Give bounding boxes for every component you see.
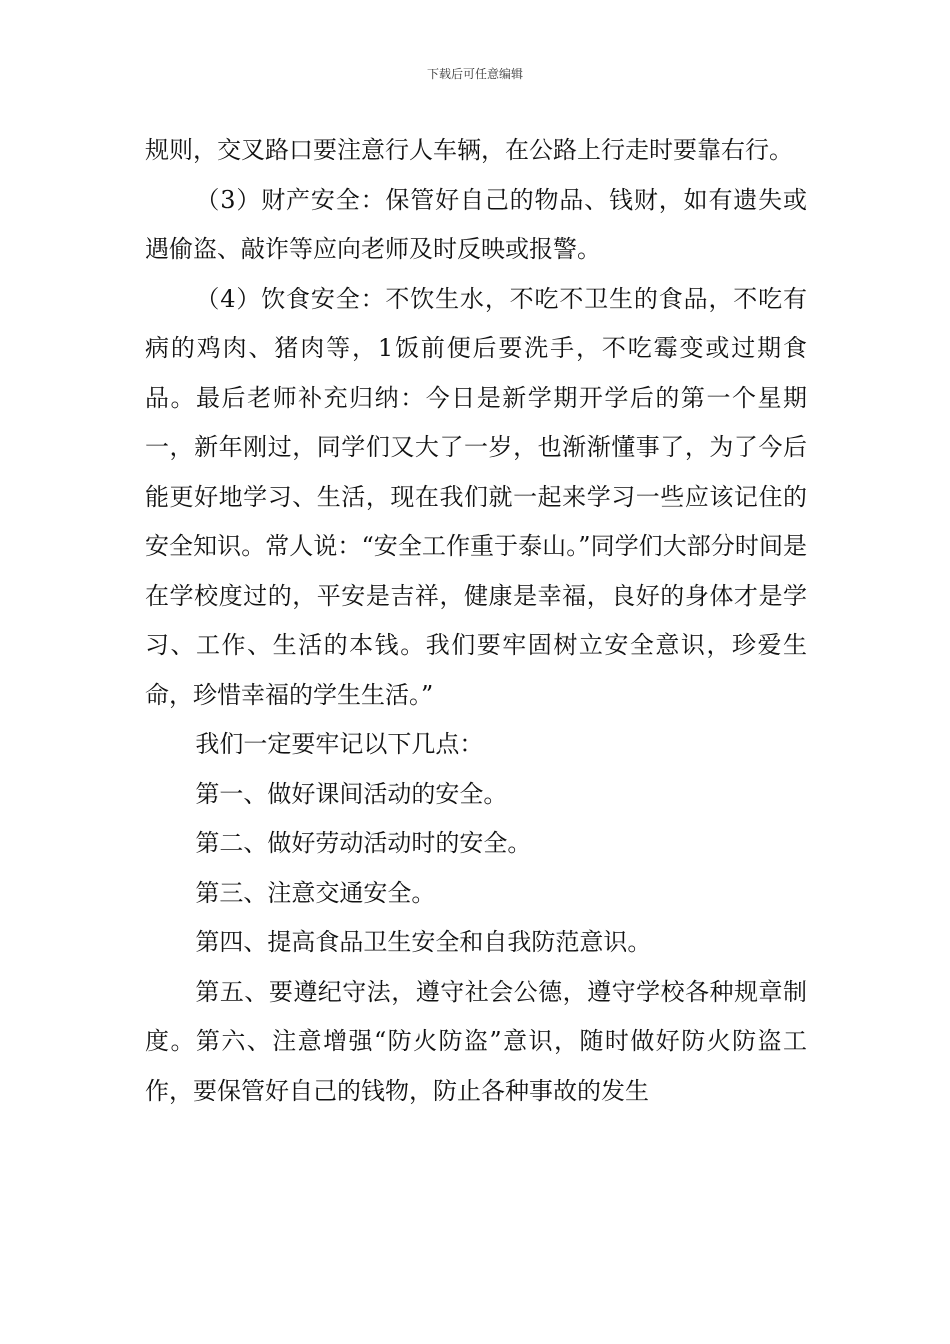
paragraph-property-safety: （3）财产安全：保管好自己的物品、钱财，如有遗失或遇偷盗、敲诈等应向老师及时反映或报警。 bbox=[145, 185, 807, 263]
paragraph-point-four: 第四、提高食品卫生安全和自我防范意识。 bbox=[195, 928, 652, 956]
paragraph-food-safety: （4）饮食安全：不饮生水，不吃不卫生的食品，不吃有病的鸡肉、猪肉等，1饭前便后要洗手，不吃霉变或过期食品。最后老师补充归纳：今日是新学期开学后的第一个星期一，新年刚过，同学们又大了一岁，也渐渐懂事了，为了今后能更好地学习、生活，现在我们就一起来学习一些应该记住的安全知识。常人说：“安全工作重于泰山。”同学们大部分时间是在学校度过的，平安是吉祥，健康是幸福，良好的身体才是学习、工作、生活的本钱。我们要牢固树立安全意识，珍爱生命，珍惜幸福的学生生活。” bbox=[145, 284, 807, 709]
paragraph-point-one: 第一、做好课间活动的安全。 bbox=[195, 779, 508, 808]
document-body bbox=[145, 126, 807, 1116]
paragraph-traffic-rule-continued: 规则，交叉路口要注意行人车辆，在公路上行走时要靠右行。 bbox=[145, 136, 793, 164]
page-header-note: 下载后可任意编辑 bbox=[426, 67, 523, 81]
paragraph-point-five-six: 第五、要遵纪守法，遵守社会公德，遵守学校各种规章制度。第六、注意增强“防火防盗”意识，随时做好防火防盗工作，要保管好自己的钱物，防止各种事故的发生 bbox=[145, 977, 807, 1105]
paragraph-remember-points: 我们一定要牢记以下几点： bbox=[195, 730, 484, 758]
paragraph-point-two: 第二、做好劳动活动时的安全。 bbox=[195, 829, 532, 857]
paragraph-point-three: 第三、注意交通安全。 bbox=[195, 878, 436, 907]
